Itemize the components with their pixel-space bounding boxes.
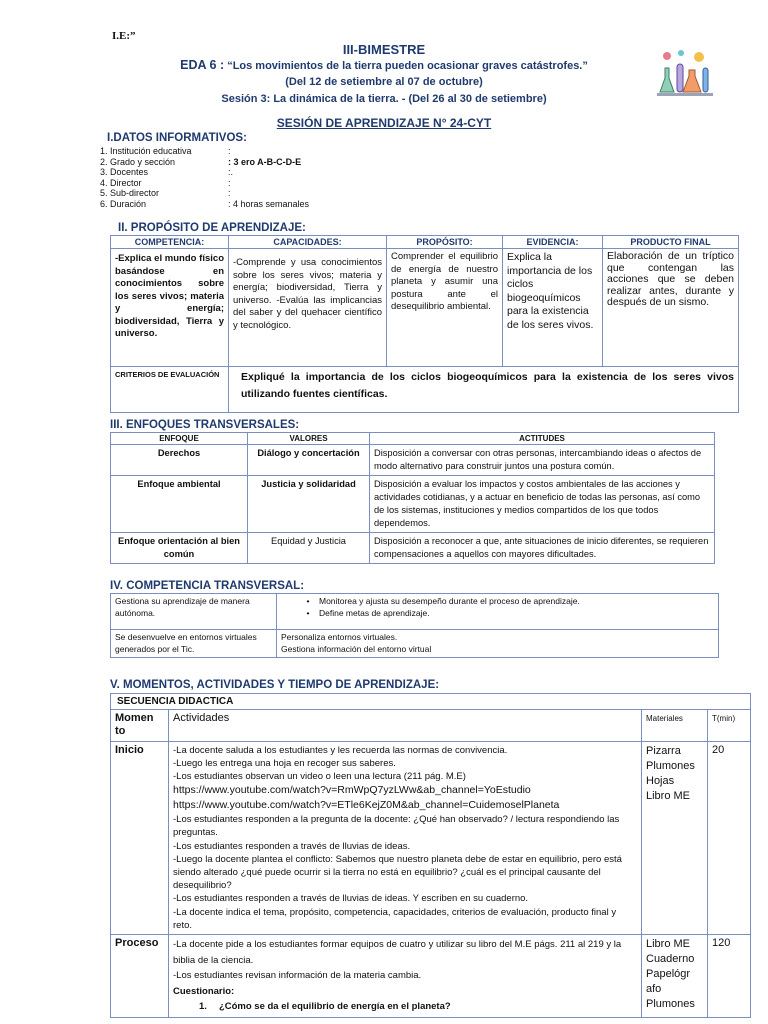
criterios-label: CRITERIOS DE EVALUACIÓN — [111, 367, 229, 413]
inicio-tiempo: 20 — [708, 741, 751, 934]
header-enfoque: ENFOQUE — [111, 433, 248, 445]
table-row: Proceso -La docente pide a los estudiantes formar equipos de cuatro y utilizar su libro del M.E págs. 211 al 219 y la biblia de la ciencia. -Los estudiantes revisan información de la materia cambia. Cuestionario: 1. ¿Cómo se da el equilibrio de energía en el planeta? Libro ME Cuaderno Papelógr afo Plumones 120 — [111, 935, 751, 1018]
header-producto: PRODUCTO FINAL — [603, 236, 739, 249]
header-momento: Momen to — [111, 710, 169, 741]
bimestre-title: III-BIMESTRE — [342, 42, 426, 57]
competencia-transversal-table — [110, 593, 719, 658]
secuencia-title: SECUENCIA DIDACTICA — [111, 694, 751, 710]
session-title: SESIÓN DE APRENDIZAJE N° 24-CYT — [276, 116, 492, 130]
video-link[interactable]: https://www.youtube.com/watch?v=ETle6KejZ0M&ab_channel=CuidemoselPlaneta — [173, 799, 560, 812]
proposito-cell: Comprender el equilibrio de energía de nuestro planeta y asumir una postura ante el desequilibrio ambiental. — [387, 249, 503, 367]
header-competencia: COMPETENCIA: — [111, 236, 229, 249]
table-row: Derechos Diálogo y concertación Disposición a conversar con otras personas, intercambiando ideas o afectos de modo alternativo para construir juntos una postura común. — [111, 445, 715, 476]
header-proposito: PROPÓSITO: — [387, 236, 503, 249]
session-3-title: Sesión 3: La dinámica de la tierra. - (Del 26 al 30 de setiembre) — [221, 93, 547, 105]
datos-row: 1. Institución educativa : — [100, 146, 231, 156]
video-link[interactable]: https://www.youtube.com/watch?v=RmWpQ7yzLWw&ab_channel=YoEstudio — [173, 784, 531, 797]
ie-label: I.E:” — [112, 30, 136, 42]
datos-row: 3. Docentes :. — [100, 167, 234, 178]
header-actividades: Actividades — [169, 710, 642, 741]
datos-row: 4. Director : — [100, 177, 231, 188]
list-item: Personaliza entornos virtuales. — [281, 632, 398, 642]
proceso-tiempo: 120 — [708, 935, 751, 1018]
datos-row: 6. Duración : 4 horas semanales — [100, 198, 310, 209]
proceso-materiales: Libro ME Cuaderno Papelógr afo Plumones — [642, 935, 708, 1018]
list-item: • Define metas de aprendizaje. — [306, 607, 430, 618]
competencia-cell: -Explica el mundo físico basándose en conocimientos sobre los seres vivos; materia y energía; biodiversidad, Tierra y universo. — [111, 249, 229, 367]
header-capacidades: CAPACIDADES: — [229, 236, 387, 249]
table-row: Enfoque orientación al bien común Equidad y Justicia Disposición a reconocer a que, ante situaciones de inicio diferentes, se requieren compensaciones a aquellos con mayores dificultades. — [111, 533, 715, 564]
ct-label-1: Gestiona su aprendizaje de manera autónoma. — [111, 594, 277, 630]
evidencia-cell: Explica la importancia de los ciclos biogeoquímicos para la existencia de los seres vivos. — [503, 249, 603, 367]
datos-row: 5. Sub-director : — [100, 188, 231, 199]
header-evidencia: EVIDENCIA: — [503, 236, 603, 249]
header-valores: VALORES — [248, 433, 370, 445]
list-item: • Monitorea y ajusta su desempeño durante el proceso de aprendizaje. — [306, 596, 580, 606]
header-actitudes: ACTITUDES — [370, 433, 715, 445]
header-tiempo: T(min) — [708, 710, 751, 741]
inicio-activities: -La docente saluda a los estudiantes y les recuerda las normas de convivencia. -Luego les entrega una hoja en recoger sus saberes. -Los estudiantes observan un video o leen una lectura (211 pág. M.E) https://www.youtube.com/watch?v=RmWpQ7yzLWw&ab_channel=YoEstudio https://www.youtube.com/watch?v=ETle6KejZ0M&ab_channel=CuidemoselPlaneta -Los estudiantes responden a la pregunta de la docente: ¿Qué han observado? / lectura respondiendo las preguntas. -Los estudiantes responden a través de lluvias de ideas. -Luego la docente plantea el conflicto: Sabemos que nuestro planeta debe de estar en equilibrio, pero está siendo alterado ¿qué puede ocurrir si la tierra no está en equilibrio? ¿cuál es el principal causante del desequilibrio? -Los estudiantes responden a través de lluvias de ideas. Y escriben en su cuaderno. -La docente indica el tema, propósito, competencia, capacidades, criterios de evaluación, producto final y reto. — [169, 741, 642, 934]
proposito-table — [110, 235, 739, 413]
eda-text: “Los movimientos de la tierra pueden ocasionar graves catástrofes.” — [227, 60, 588, 72]
eda-title — [0, 58, 768, 72]
competencia-transversal-title: IV. COMPETENCIA TRANSVERSAL: — [110, 580, 305, 592]
table-row: Inicio -La docente saluda a los estudiantes y les recuerda las normas de convivencia. -Luego les entrega una hoja en recoger sus saberes. -Los estudiantes observan un video o leen una lectura (211 pág. M.E) https://www.youtube.com/watch?v=RmWpQ7yzLWw&ab_channel=YoEstudio https://www.youtube.com/watch?v=ETle6KejZ0M&ab_channel=CuidemoselPlaneta -Los estudiantes responden a la pregunta de la docente: ¿Qué han observado? / lectura respondiendo las preguntas. -Los estudiantes responden a través de lluvias de ideas. -Luego la docente plantea el conflicto: Sabemos que nuestro planeta debe de estar en equilibrio, pero está siendo alterado ¿qué puede ocurrir si la tierra no está en equilibrio? ¿cuál es el principal causante del desequilibrio? -Los estudiantes responden a través de lluvias de ideas. Y escriben en su cuaderno. -La docente indica el tema, propósito, competencia, capacidades, criterios de evaluación, producto final y reto. Pizarra Plumones Hojas Libro ME 20 — [111, 741, 751, 934]
header-materiales: Materiales — [642, 710, 708, 741]
producto-cell: Elaboración de un tríptico que contengan las acciones que se deben realizar antes, durante y después de un sismo. — [603, 249, 739, 367]
momentos-table — [110, 693, 751, 1018]
proposito-title: II. PROPÓSITO DE APRENDIZAJE: — [118, 222, 306, 234]
enfoques-table — [110, 432, 715, 564]
inicio-materiales: Pizarra Plumones Hojas Libro ME — [642, 741, 708, 934]
eda-dates: (Del 12 de setiembre al 07 de octubre) — [285, 76, 483, 88]
datos-list — [100, 146, 309, 210]
list-item: Gestiona información del entorno virtual — [281, 643, 432, 654]
momentos-title: V. MOMENTOS, ACTIVIDADES Y TIEMPO DE APRENDIZAJE: — [110, 679, 440, 691]
science-lab-icon — [655, 48, 715, 100]
eda-code: EDA 6 : — [180, 58, 225, 72]
table-row: Enfoque ambiental Justicia y solidaridad Disposición a evaluar los impactos y costos ambientales de las acciones y actividades cotidianas, y a actuar en beneficio de todas las personas, así como de los sistemas, instituciones y medios compartidos de los que todos dependemos. — [111, 476, 715, 533]
criterios-cell: Expliqué la importancia de los ciclos biogeoquímicos para la existencia de los seres vivos utilizando fuentes científicas. — [229, 367, 739, 413]
enfoques-title: III. ENFOQUES TRANSVERSALES: — [110, 419, 300, 431]
capacidades-cell: -Comprende y usa conocimientos sobre los seres vivos; materia y energía; biodiversidad, Tierra y universo. -Evalúa las implicancias del saber y del quehacer científico y tecnológico. — [229, 249, 387, 367]
datos-title: I.DATOS INFORMATIVOS: — [107, 132, 247, 144]
proceso-activities: -La docente pide a los estudiantes formar equipos de cuatro y utilizar su libro del M.E págs. 211 al 219 y la biblia de la ciencia. -Los estudiantes revisan información de la materia cambia. Cuestionario: 1. ¿Cómo se da el equilibrio de energía en el planeta? — [169, 935, 642, 1018]
ct-label-2: Se desenvuelve en entornos virtuales generados por el Tic. — [111, 630, 277, 658]
datos-row: 2. Grado y sección : 3 ero A-B-C-D-E — [100, 156, 302, 167]
